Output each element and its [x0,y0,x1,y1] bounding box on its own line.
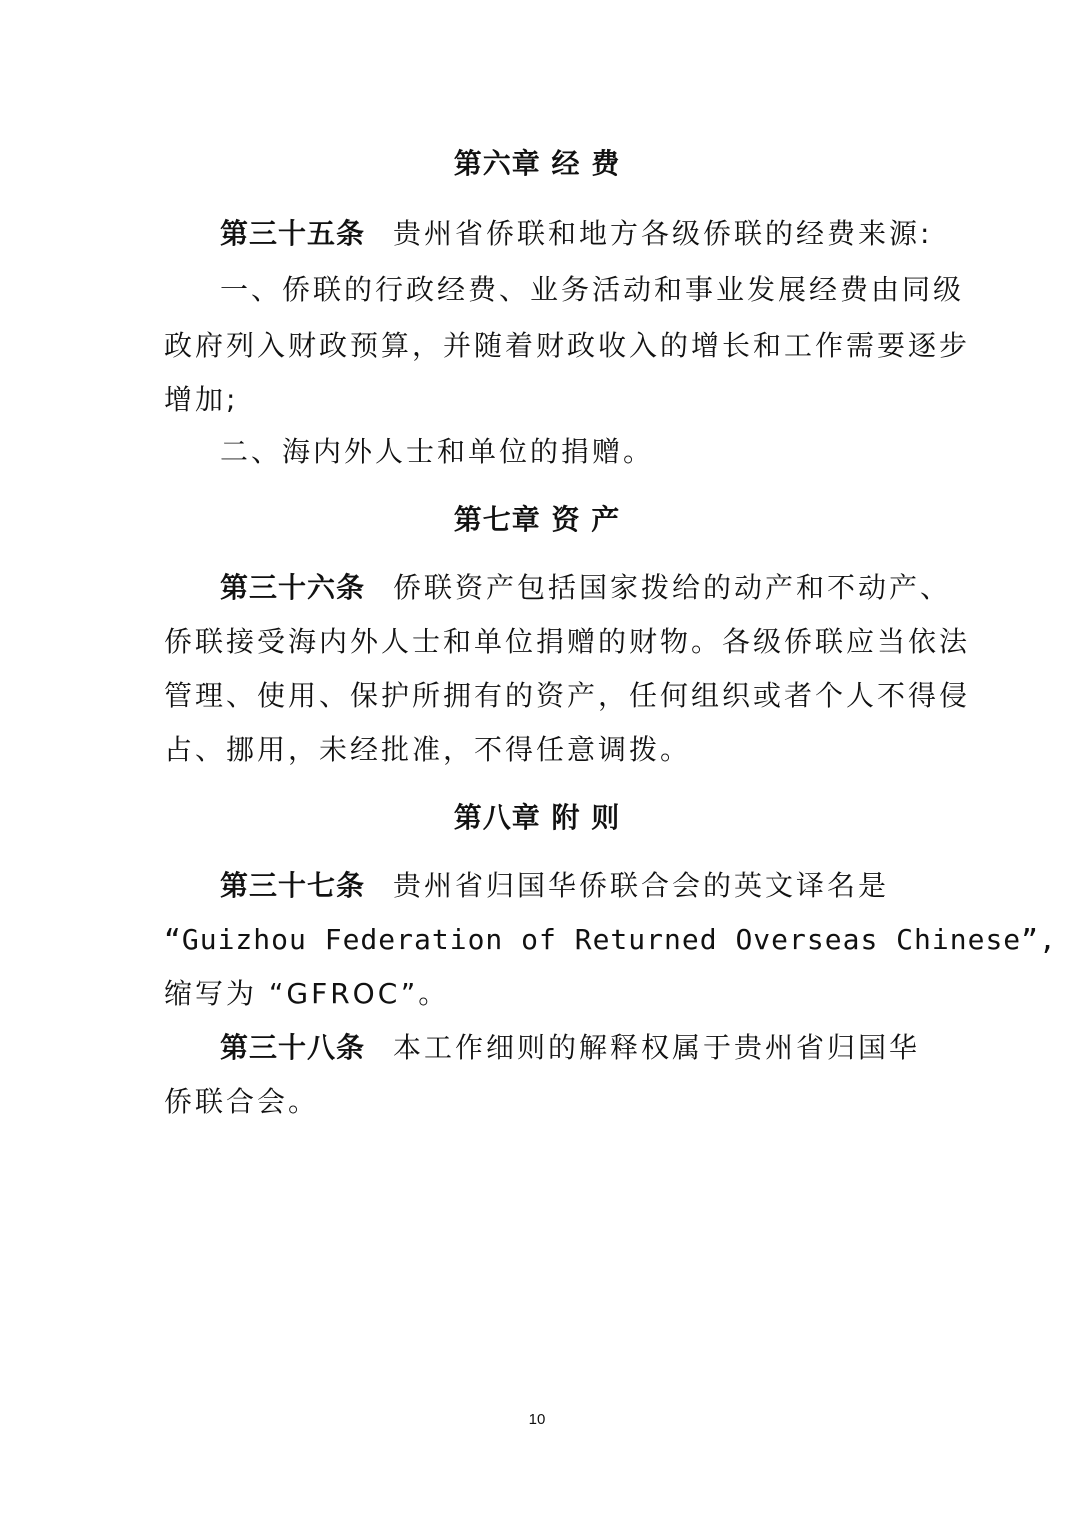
article-36-line-3: 管理、使用、保护所拥有的资产，任何组织或者个人不得侵 [164,679,971,712]
article-36-line-4: 占、挪用，未经批准，不得任意调拨。 [164,733,692,766]
article-35-label: 第三十五条 [220,218,366,249]
article-37-line-3: 缩写为 “GFROC”。 [164,977,450,1010]
chapter-8-heading: 第八章 附 则 [453,801,621,834]
article-36-text: 侨联资产包括国家拨给的动产和不动产、 [393,571,952,604]
article-37-label: 第三十七条 [220,870,366,901]
article-38-line-1 [220,1028,920,1068]
article-35-line-4: 增加; [164,383,239,416]
article-37-line-2: “Guizhou Federation of Returned Overseas Chinese”, [164,923,1057,956]
article-36-line-2: 侨联接受海内外人士和单位捐赠的财物。各级侨联应当依法 [164,625,971,658]
article-37-text: 贵州省归国华侨联合会的英文译名是 [393,869,890,902]
article-38-line-2: 侨联合会。 [164,1085,320,1118]
article-35-line-2: 一、侨联的行政经费、业务活动和事业发展经费由同级 [220,273,965,306]
article-36-line-1 [220,568,952,608]
article-37-line-1 [220,866,920,906]
article-38-label: 第三十八条 [220,1032,366,1063]
page-number: 10 [528,1411,546,1428]
chapter-6-heading: 第六章 经 费 [453,147,621,180]
article-35-line-5: 二、海内外人士和单位的捐赠。 [220,435,655,468]
article-35-line-3: 政府列入财政预算，并随着财政收入的增长和工作需要逐步 [164,329,971,362]
article-36-label: 第三十六条 [220,572,366,603]
chapter-7-heading: 第七章 资 产 [453,503,621,536]
article-38-text: 本工作细则的解释权属于贵州省归国华 [393,1031,921,1064]
article-35-text: 贵州省侨联和地方各级侨联的经费来源: [393,217,933,250]
article-35-line-1 [220,214,933,254]
